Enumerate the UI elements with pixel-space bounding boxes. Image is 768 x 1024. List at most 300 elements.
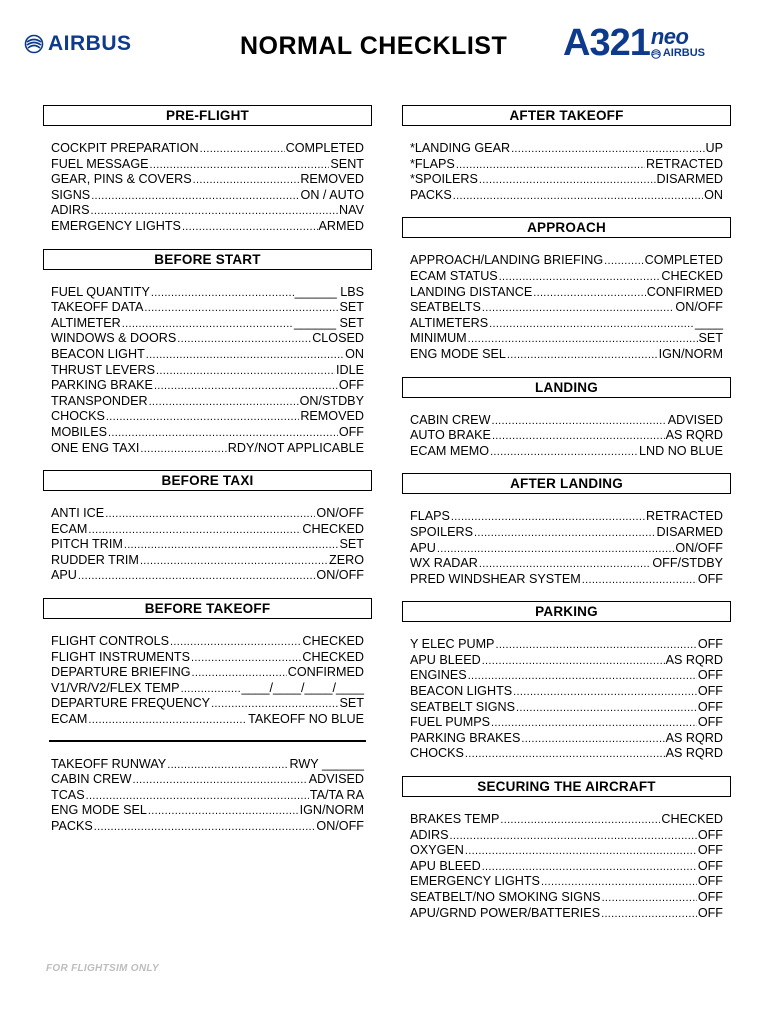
checklist-item bbox=[410, 890, 723, 906]
dot-leader bbox=[94, 819, 316, 836]
dot-leader bbox=[468, 668, 697, 685]
section-title: APPROACH bbox=[402, 217, 731, 238]
item-label: *LANDING GEAR bbox=[410, 141, 511, 155]
checklist-item bbox=[51, 553, 364, 569]
item-value: COMPLETED bbox=[644, 253, 723, 268]
model-number: A321 bbox=[563, 22, 650, 64]
item-label: FUEL MESSAGE bbox=[51, 156, 149, 171]
dot-leader bbox=[78, 568, 316, 585]
item-value: RDY/NOT APPLICABLE bbox=[227, 440, 364, 455]
item-value: OFF bbox=[697, 858, 723, 873]
item-label: *FLAPS bbox=[410, 156, 455, 171]
right-column bbox=[402, 105, 731, 921]
item-value: ON bbox=[345, 346, 364, 361]
dot-leader bbox=[200, 141, 285, 158]
item-list bbox=[402, 494, 731, 587]
brand-name: AIRBUS bbox=[48, 32, 132, 55]
item-label: ADIRS bbox=[410, 827, 449, 842]
item-value: ______ SET bbox=[293, 315, 364, 330]
checklist-item bbox=[410, 188, 723, 204]
item-value: IGN/NORM bbox=[658, 346, 723, 361]
checklist-item bbox=[51, 219, 364, 235]
item-label: WINDOWS & DOORS bbox=[51, 331, 177, 346]
item-label: Y ELEC PUMP bbox=[410, 637, 495, 652]
dot-leader bbox=[150, 157, 330, 174]
dot-leader bbox=[108, 425, 338, 442]
dot-leader bbox=[88, 522, 301, 539]
checklist-item bbox=[51, 757, 364, 773]
dot-leader bbox=[468, 331, 698, 348]
checklist-item bbox=[51, 394, 364, 410]
item-value: TAKEOFF NO BLUE bbox=[248, 712, 364, 727]
item-label: ECAM MEMO bbox=[410, 443, 490, 458]
item-value: SET bbox=[339, 696, 364, 711]
item-value: ON/OFF bbox=[675, 300, 723, 315]
item-value: OFF bbox=[697, 905, 723, 920]
item-value: REMOVED bbox=[300, 172, 364, 187]
item-label: CABIN CREW bbox=[410, 412, 491, 427]
item-label: THRUST LEVERS bbox=[51, 362, 156, 377]
checklist-item bbox=[51, 665, 364, 681]
item-label: SIGNS bbox=[51, 187, 91, 202]
item-value: IDLE bbox=[336, 362, 364, 377]
checklist-item bbox=[410, 637, 723, 653]
airbus-swirl-small-icon bbox=[651, 49, 661, 59]
dot-leader bbox=[124, 537, 339, 554]
item-label: RUDDER TRIM bbox=[51, 552, 139, 567]
checklist-item bbox=[51, 203, 364, 219]
checklist-item bbox=[410, 731, 723, 747]
dot-leader bbox=[144, 300, 338, 317]
item-value: SET bbox=[698, 331, 723, 346]
item-list bbox=[402, 398, 731, 460]
dot-leader bbox=[167, 757, 288, 774]
dot-leader bbox=[156, 363, 335, 380]
checklist-item bbox=[51, 316, 364, 332]
checklist-item bbox=[410, 285, 723, 301]
dot-leader bbox=[149, 394, 299, 411]
checklist-item bbox=[410, 141, 723, 157]
section-title: BEFORE TAXI bbox=[43, 470, 372, 491]
item-label: FUEL QUANTITY bbox=[51, 284, 150, 299]
item-value: OFF bbox=[697, 571, 723, 586]
section-title: PRE-FLIGHT bbox=[43, 105, 372, 126]
checklist-item bbox=[51, 300, 364, 316]
item-value: ____/____/____/____ bbox=[241, 680, 364, 695]
dot-leader bbox=[170, 634, 301, 651]
item-label: PACKS bbox=[51, 819, 93, 833]
item-value: OFF bbox=[697, 715, 723, 730]
item-label: ENGINES bbox=[410, 668, 467, 683]
item-value: AS RQRD bbox=[665, 652, 723, 667]
checklist-item bbox=[51, 425, 364, 441]
checklist-item bbox=[410, 157, 723, 173]
checklist-item bbox=[51, 803, 364, 819]
checklist-item bbox=[51, 634, 364, 650]
item-value: OFF bbox=[697, 699, 723, 714]
dot-leader bbox=[482, 300, 675, 317]
section-title: SECURING THE AIRCRAFT bbox=[402, 776, 731, 797]
item-value: OFF bbox=[697, 874, 723, 889]
checklist-item bbox=[410, 684, 723, 700]
item-label: PACKS bbox=[410, 187, 452, 202]
item-label: CABIN CREW bbox=[51, 772, 132, 787]
item-label: DEPARTURE BRIEFING bbox=[51, 665, 191, 680]
checklist-item bbox=[410, 331, 723, 347]
dot-leader bbox=[453, 188, 703, 205]
checklist-item bbox=[410, 269, 723, 285]
dot-leader bbox=[495, 637, 696, 654]
checklist-item bbox=[51, 285, 364, 301]
dot-leader bbox=[105, 506, 315, 523]
section-title: AFTER TAKEOFF bbox=[402, 105, 731, 126]
section-before-takeoff bbox=[43, 598, 372, 835]
checklist-item bbox=[410, 428, 723, 444]
item-label: ENG MODE SEL bbox=[51, 803, 147, 818]
dot-leader bbox=[491, 715, 697, 732]
checklist-item bbox=[51, 172, 364, 188]
checklist-item bbox=[51, 331, 364, 347]
section-pre-flight bbox=[43, 105, 372, 235]
dot-leader bbox=[211, 696, 338, 713]
item-value: SET bbox=[339, 300, 364, 315]
item-value: NAV bbox=[339, 203, 364, 218]
section-spacer bbox=[402, 587, 731, 601]
item-value: OFF bbox=[697, 890, 723, 904]
dot-leader bbox=[482, 859, 697, 876]
item-label: ALTIMETERS bbox=[410, 315, 489, 330]
item-label: APU bbox=[410, 540, 436, 555]
checklist-item bbox=[410, 859, 723, 875]
item-value: ON/OFF bbox=[316, 568, 364, 583]
checklist-item bbox=[410, 874, 723, 890]
dot-leader bbox=[521, 731, 664, 748]
item-label: SEATBELT/NO SMOKING SIGNS bbox=[410, 890, 601, 904]
section-securing-the-aircraft bbox=[402, 776, 731, 921]
checklist-item bbox=[410, 668, 723, 684]
item-label: ECAM STATUS bbox=[410, 268, 498, 283]
dot-leader bbox=[465, 746, 665, 763]
item-label: FLIGHT INSTRUMENTS bbox=[51, 649, 191, 664]
checklist-item bbox=[51, 522, 364, 538]
checklist-item bbox=[51, 681, 364, 697]
item-list bbox=[402, 126, 731, 203]
item-value: REMOVED bbox=[300, 409, 364, 424]
checklist-item bbox=[410, 556, 723, 572]
section-spacer bbox=[43, 235, 372, 249]
model-suffix: neo bbox=[650, 24, 689, 49]
item-label: ADIRS bbox=[51, 203, 90, 218]
checklist-item bbox=[410, 525, 723, 541]
checklist-item bbox=[410, 413, 723, 429]
checklist-item bbox=[410, 509, 723, 525]
aircraft-model-logo bbox=[563, 24, 705, 62]
dot-leader bbox=[511, 141, 704, 158]
section-title: PARKING bbox=[402, 601, 731, 622]
checklist-item bbox=[51, 568, 364, 584]
checklist-item bbox=[51, 788, 364, 804]
item-value: OFF bbox=[697, 843, 723, 858]
item-label: CHOCKS bbox=[410, 746, 464, 761]
dot-leader bbox=[582, 572, 697, 589]
item-value: AS RQRD bbox=[665, 746, 723, 761]
item-value: OFF bbox=[697, 637, 723, 652]
dot-leader bbox=[122, 316, 293, 333]
checklist-item bbox=[410, 715, 723, 731]
checklist-item bbox=[51, 141, 364, 157]
item-label: DEPARTURE FREQUENCY bbox=[51, 696, 211, 711]
dot-leader bbox=[91, 188, 299, 205]
item-label: ANTI ICE bbox=[51, 506, 105, 521]
item-list bbox=[43, 126, 372, 235]
item-value: AS RQRD bbox=[665, 730, 723, 745]
checklist-item bbox=[410, 253, 723, 269]
dot-leader bbox=[86, 788, 309, 805]
item-label: APU BLEED bbox=[410, 652, 481, 667]
item-label: TAKEOFF DATA bbox=[51, 300, 144, 315]
section-approach bbox=[402, 217, 731, 362]
checklist-item bbox=[410, 700, 723, 716]
dot-leader bbox=[151, 285, 294, 302]
item-label: ONE ENG TAXI bbox=[51, 440, 140, 455]
item-value: OFF bbox=[697, 827, 723, 842]
item-value: ______ LBS bbox=[294, 284, 364, 299]
item-label: SPOILERS bbox=[410, 524, 473, 539]
item-label: LANDING DISTANCE bbox=[410, 284, 533, 299]
checklist-item bbox=[51, 712, 364, 728]
dot-leader bbox=[88, 712, 247, 729]
checklist-item bbox=[410, 572, 723, 588]
dot-leader bbox=[482, 653, 665, 670]
item-value: AS RQRD bbox=[665, 428, 723, 443]
item-value: IGN/NORM bbox=[299, 803, 364, 818]
item-label: SEATBELT SIGNS bbox=[410, 699, 515, 714]
item-value: RETRACTED bbox=[646, 509, 723, 524]
item-list bbox=[43, 270, 372, 457]
item-list bbox=[402, 238, 731, 362]
airbus-swirl-icon bbox=[24, 34, 44, 54]
item-value: SENT bbox=[330, 156, 364, 171]
dot-leader bbox=[474, 525, 656, 542]
item-value: DISARMED bbox=[656, 172, 723, 187]
item-value: DISARMED bbox=[656, 524, 723, 539]
checklist-item bbox=[410, 347, 723, 363]
item-list bbox=[43, 742, 372, 835]
footer-note: FOR FLIGHTSIM ONLY bbox=[46, 963, 159, 974]
dot-leader bbox=[193, 172, 300, 189]
dot-leader bbox=[601, 906, 697, 923]
item-value: COMPLETED bbox=[285, 141, 364, 155]
section-after-landing bbox=[402, 473, 731, 587]
item-label: SEATBELTS bbox=[410, 300, 481, 315]
section-spacer bbox=[402, 762, 731, 776]
dot-leader bbox=[491, 413, 666, 430]
dot-leader bbox=[191, 650, 301, 667]
section-spacer bbox=[402, 363, 731, 377]
item-value: UP bbox=[705, 141, 723, 155]
section-spacer bbox=[402, 459, 731, 473]
section-spacer bbox=[43, 456, 372, 470]
checklist-item bbox=[51, 157, 364, 173]
checklist-item bbox=[51, 650, 364, 666]
item-label: APPROACH/LANDING BRIEFING bbox=[410, 253, 604, 268]
item-label: MINIMUM bbox=[410, 331, 467, 346]
item-label: BEACON LIGHTS bbox=[410, 684, 513, 699]
item-value: OFF bbox=[697, 684, 723, 699]
item-value: ON/STDBY bbox=[299, 393, 364, 408]
item-label: TRANSPONDER bbox=[51, 393, 148, 408]
item-value: RETRACTED bbox=[646, 156, 723, 171]
item-value: SET bbox=[339, 537, 364, 552]
section-spacer bbox=[402, 203, 731, 217]
item-value: CHECKED bbox=[661, 812, 723, 827]
checklist-item bbox=[410, 653, 723, 669]
item-label: ENG MODE SEL bbox=[410, 346, 506, 361]
item-label: FLAPS bbox=[410, 509, 450, 524]
dot-leader bbox=[140, 553, 328, 570]
section-landing bbox=[402, 377, 731, 460]
item-value: CONFIRMED bbox=[646, 284, 723, 299]
checklist-item bbox=[51, 819, 364, 835]
item-label: APU/GRND POWER/BATTERIES bbox=[410, 905, 601, 920]
item-label: WX RADAR bbox=[410, 556, 478, 571]
dot-leader bbox=[450, 828, 697, 845]
checklist-item bbox=[410, 300, 723, 316]
item-value: CHECKED bbox=[302, 521, 364, 536]
item-value: ON/OFF bbox=[316, 506, 364, 521]
airbus-logo bbox=[24, 33, 132, 54]
dot-leader bbox=[132, 772, 307, 789]
item-value: CLOSED bbox=[312, 331, 364, 346]
item-value: OFF bbox=[697, 668, 723, 683]
item-label: TAKEOFF RUNWAY bbox=[51, 756, 167, 771]
dot-leader bbox=[191, 665, 286, 682]
item-value: ZERO bbox=[329, 552, 364, 567]
item-value: CHECKED bbox=[302, 649, 364, 664]
dot-leader bbox=[490, 444, 638, 461]
item-label: ALTIMETER bbox=[51, 315, 121, 330]
dot-leader bbox=[91, 203, 339, 220]
item-value: ON bbox=[704, 187, 723, 202]
dot-leader bbox=[516, 700, 697, 717]
item-value: ADVISED bbox=[308, 772, 364, 787]
item-list bbox=[402, 622, 731, 762]
checklist-item bbox=[410, 316, 723, 332]
dot-leader bbox=[507, 347, 658, 364]
item-list bbox=[43, 491, 372, 584]
section-title: LANDING bbox=[402, 377, 731, 398]
item-label: BRAKES TEMP bbox=[410, 812, 500, 827]
checklist-item bbox=[410, 172, 723, 188]
item-label: APU BLEED bbox=[410, 858, 481, 873]
checklist-item bbox=[51, 363, 364, 379]
checklist-item bbox=[51, 696, 364, 712]
dot-leader bbox=[181, 681, 241, 698]
left-column bbox=[43, 105, 372, 835]
item-value: ON / AUTO bbox=[300, 187, 364, 202]
item-label: TCAS bbox=[51, 787, 85, 802]
dot-leader bbox=[489, 316, 694, 333]
checklist-item bbox=[51, 537, 364, 553]
dot-leader bbox=[499, 269, 661, 286]
model-brand bbox=[651, 47, 705, 60]
item-label: FUEL PUMPS bbox=[410, 715, 491, 730]
page-title: NORMAL CHECKLIST bbox=[240, 32, 508, 60]
dot-leader bbox=[146, 347, 344, 364]
dot-leader bbox=[154, 378, 338, 395]
dot-leader bbox=[148, 803, 299, 820]
checklist-item bbox=[410, 746, 723, 762]
item-label: PITCH TRIM bbox=[51, 537, 123, 552]
item-value: CHECKED bbox=[661, 268, 723, 283]
item-label: BEACON LIGHT bbox=[51, 346, 145, 361]
item-value: OFF bbox=[338, 424, 364, 439]
dot-leader bbox=[533, 285, 646, 302]
dot-leader bbox=[500, 812, 660, 829]
item-label: GEAR, PINS & COVERS bbox=[51, 172, 192, 187]
item-label: ECAM bbox=[51, 521, 88, 536]
section-title: BEFORE TAKEOFF bbox=[43, 598, 372, 619]
item-label: MOBILES bbox=[51, 424, 107, 439]
section-spacer bbox=[43, 584, 372, 598]
item-label: EMERGENCY LIGHTS bbox=[51, 218, 181, 233]
dot-leader bbox=[177, 331, 311, 348]
checklist-item bbox=[51, 506, 364, 522]
dot-leader bbox=[492, 428, 665, 445]
item-label: COCKPIT PREPARATION bbox=[51, 141, 199, 155]
checklist-item bbox=[51, 409, 364, 425]
dot-leader bbox=[182, 219, 318, 236]
section-title: BEFORE START bbox=[43, 249, 372, 270]
item-label: *SPOILERS bbox=[410, 172, 478, 187]
dot-leader bbox=[604, 253, 643, 270]
item-list bbox=[402, 797, 731, 921]
dot-leader bbox=[479, 172, 656, 189]
checklist-item bbox=[51, 441, 364, 457]
section-after-takeoff bbox=[402, 105, 731, 203]
section-parking bbox=[402, 601, 731, 762]
section-before-start bbox=[43, 249, 372, 457]
item-value: ____ bbox=[694, 315, 723, 330]
dot-leader bbox=[106, 409, 299, 426]
item-value: ARMED bbox=[318, 218, 364, 233]
item-label: EMERGENCY LIGHTS bbox=[410, 874, 540, 889]
item-value: OFF/STDBY bbox=[652, 556, 723, 571]
item-value: CONFIRMED bbox=[287, 665, 364, 680]
section-title: AFTER LANDING bbox=[402, 473, 731, 494]
item-label: APU bbox=[51, 568, 77, 583]
item-value: TA/TA RA bbox=[309, 787, 364, 802]
checklist-item bbox=[51, 188, 364, 204]
item-label: V1/VR/V2/FLEX TEMP bbox=[51, 680, 180, 695]
dot-leader bbox=[541, 874, 697, 891]
item-value: ADVISED bbox=[667, 412, 723, 427]
section-before-taxi bbox=[43, 470, 372, 584]
item-value: ON/OFF bbox=[316, 819, 364, 833]
dot-leader bbox=[437, 541, 675, 558]
dot-leader bbox=[479, 556, 651, 573]
item-value: CHECKED bbox=[302, 634, 364, 649]
item-value: ON/OFF bbox=[675, 540, 723, 555]
item-label: FLIGHT CONTROLS bbox=[51, 634, 170, 649]
checklist-item bbox=[51, 347, 364, 363]
item-label: AUTO BRAKE bbox=[410, 428, 491, 443]
dot-leader bbox=[451, 509, 645, 526]
dot-leader bbox=[513, 684, 697, 701]
dot-leader bbox=[140, 441, 226, 458]
checklist-item bbox=[410, 843, 723, 859]
item-value: OFF bbox=[338, 378, 364, 393]
